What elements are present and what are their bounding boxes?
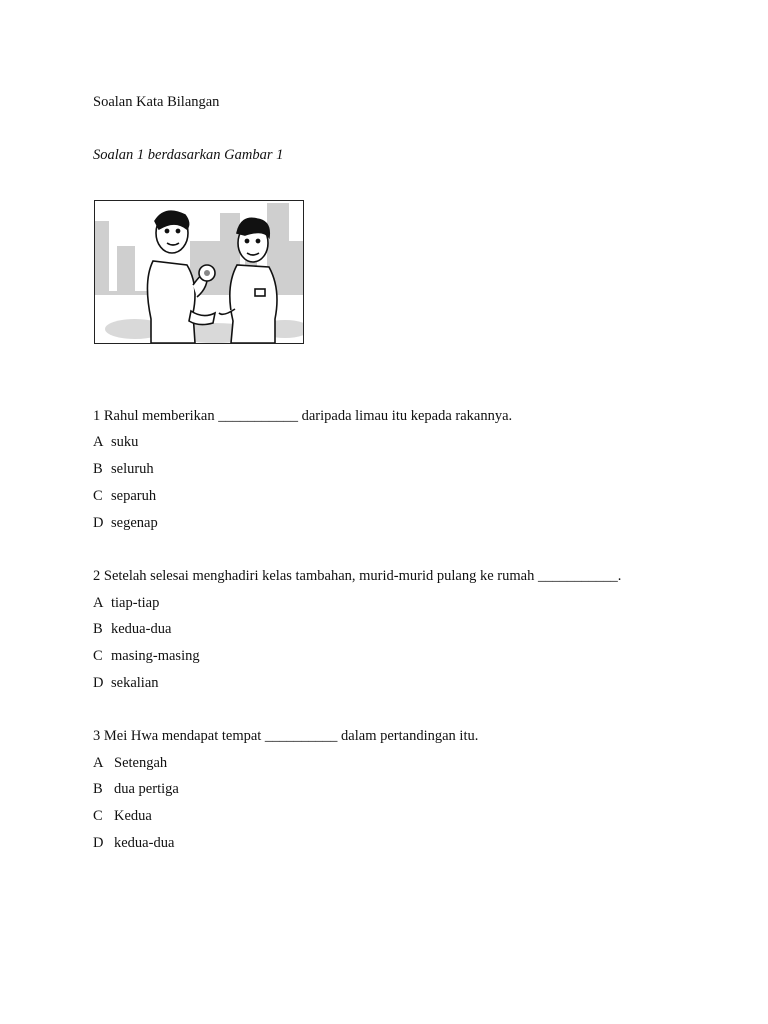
question-1-option-d[interactable] [93, 514, 158, 532]
option-text: seluruh [111, 461, 154, 477]
two-boys-sharing-lime-illustration [95, 201, 303, 343]
question-3-option-c[interactable] [93, 807, 152, 825]
option-letter: A [93, 755, 104, 771]
question-1-text: 1 Rahul memberikan ___________ daripada limau itu kepada rakannya. [93, 408, 513, 424]
option-text: Setengah [114, 755, 168, 771]
option-text: tiap-tiap [111, 595, 160, 611]
question-2-option-a[interactable] [93, 594, 159, 612]
option-letter: D [93, 675, 104, 691]
option-letter: B [93, 461, 103, 477]
option-letter: C [93, 488, 103, 504]
option-text: suku [111, 434, 139, 450]
option-letter: A [93, 434, 104, 450]
page-title: Soalan Kata Bilangan [93, 94, 220, 110]
question-2-option-c[interactable] [93, 647, 200, 665]
option-text: dua pertiga [114, 781, 179, 797]
question-2-option-d[interactable] [93, 674, 159, 692]
option-text: kedua-dua [114, 835, 175, 851]
question-3-text: 3 Mei Hwa mendapat tempat __________ dalam pertandingan itu. [93, 728, 479, 744]
option-letter: A [93, 595, 104, 611]
option-text: Kedua [114, 808, 152, 824]
gambar-1-illustration [94, 200, 304, 344]
question-1-option-c[interactable] [93, 487, 156, 505]
option-letter: B [93, 781, 103, 797]
question-1-option-b[interactable] [93, 460, 154, 478]
option-letter: D [93, 515, 104, 531]
question-3-option-b[interactable] [93, 780, 179, 798]
option-letter: B [93, 621, 103, 637]
question-2-option-b[interactable] [93, 620, 171, 638]
question-3-option-d[interactable] [93, 834, 174, 852]
option-text: sekalian [111, 675, 159, 691]
option-letter: C [93, 648, 103, 664]
option-text: kedua-dua [111, 621, 172, 637]
option-text: masing-masing [111, 648, 200, 664]
option-letter: D [93, 835, 104, 851]
question-3-option-a[interactable] [93, 754, 167, 772]
question-2-text: 2 Setelah selesai menghadiri kelas tambahan, murid-murid pulang ke rumah ___________. [93, 568, 622, 584]
question-1-option-a[interactable] [93, 433, 138, 451]
option-text: separuh [111, 488, 157, 504]
figure-caption: Soalan 1 berdasarkan Gambar 1 [93, 147, 284, 163]
option-text: segenap [111, 515, 158, 531]
option-letter: C [93, 808, 103, 824]
